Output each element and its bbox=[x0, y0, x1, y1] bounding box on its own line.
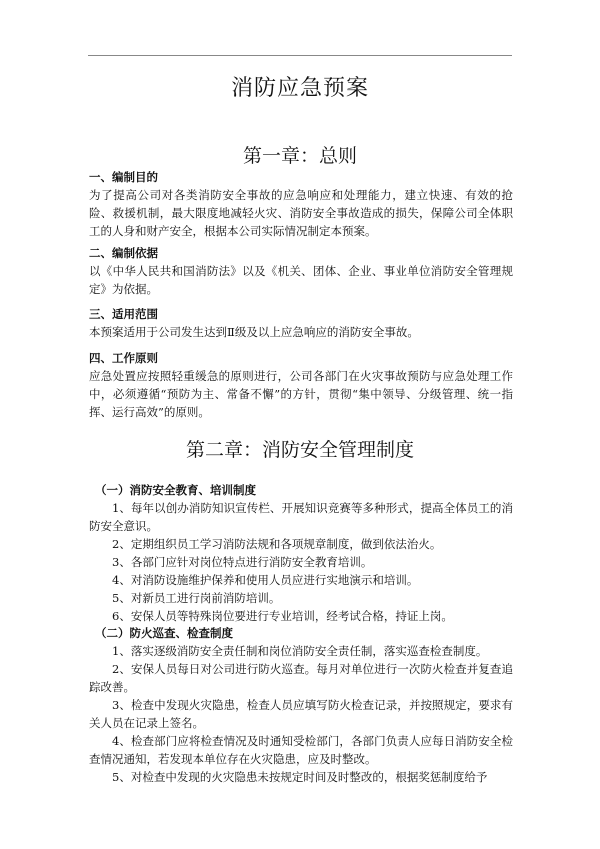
section-scope bbox=[89, 306, 513, 341]
section-text: 为了提高公司对各类消防安全事故的应急响应和处理能力，建立快速、有效的抢险、救援机制，最大限度地减轻火灾、消防安全事故造成的损失，保障公司全体职工的人身和财产安全，根据本公司实际情况制定本预案。 bbox=[89, 188, 513, 238]
list-item: 6、安保人员等特殊岗位要进行专业培训，经考试合格，持证上岗。 bbox=[112, 609, 453, 623]
section-heading: 一、编制目的 bbox=[89, 170, 158, 184]
document-title: 消防应急预案 bbox=[230, 76, 369, 101]
section-text: 以《中华人民共和国消防法》以及《机关、团体、企业、事业单位消防安全管理规定》为依据。 bbox=[89, 264, 513, 296]
section-principles bbox=[89, 350, 513, 421]
section-basis bbox=[89, 245, 513, 298]
list-item: 1、每年以创办消防知识宣传栏、开展知识竞赛等多种形式，提高全体员工的消防安全意识。 bbox=[89, 501, 513, 533]
list-item: 3、各部门应针对岗位特点进行消防安全教育培训。 bbox=[112, 555, 373, 569]
header-rule bbox=[88, 55, 512, 56]
list-item: 2、安保人员每日对公司进行防火巡查。每月对单位进行一次防火检查并复查追踪改善。 bbox=[89, 662, 513, 694]
section-text: 本预案适用于公司发生达到Ⅱ级及以上应急响应的消防安全事故。 bbox=[89, 325, 419, 339]
section-heading: 二、编制依据 bbox=[89, 246, 158, 260]
section-heading: 三、适用范围 bbox=[89, 307, 158, 321]
section-purpose bbox=[89, 169, 513, 240]
chapter-1-title: 第一章：总则 bbox=[242, 145, 357, 167]
section-text: 应急处置应按照轻重缓急的原则进行，公司各部门在火灾事故预防与应急处理工作中，必须遵循“预防为主、常备不懈”的方针，贯彻“集中领导、分级管理、统一指挥、运行高效”的原则。 bbox=[89, 369, 513, 419]
subsection-education-training bbox=[89, 481, 513, 625]
list-item: 4、对消防设施维护保养和使用人员应进行实地演示和培训。 bbox=[112, 573, 419, 587]
subsection-heading: （一）消防安全教育、培训制度 bbox=[95, 483, 256, 497]
list-item: 2、定期组织员工学习消防法规和各项规章制度，做到依法治火。 bbox=[112, 537, 442, 551]
list-item: 3、检查中发现火灾隐患，检查人员应填写防火检查记录，并按照规定，要求有关人员在记录上签名。 bbox=[89, 698, 513, 730]
subsection-patrol-inspection bbox=[89, 624, 513, 786]
list-item: 1、落实逐级消防安全责任制和岗位消防安全责任制，落实巡查检查制度。 bbox=[112, 644, 488, 658]
list-item: 5、对新员工进行岗前消防培训。 bbox=[112, 591, 281, 605]
section-heading: 四、工作原则 bbox=[89, 351, 158, 365]
list-item: 4、检查部门应将检查情况及时通知受检部门，各部门负责人应每日消防安全检查情况通知，若发现本单位存在火灾隐患，应及时整改。 bbox=[89, 734, 513, 766]
list-item: 5、对检查中发现的火灾隐患未按规定时间及时整改的，根据奖惩制度给予 bbox=[112, 770, 488, 784]
subsection-heading: （二）防火巡查、检查制度 bbox=[95, 626, 233, 640]
chapter-2-title: 第二章：消防安全管理制度 bbox=[185, 439, 414, 461]
